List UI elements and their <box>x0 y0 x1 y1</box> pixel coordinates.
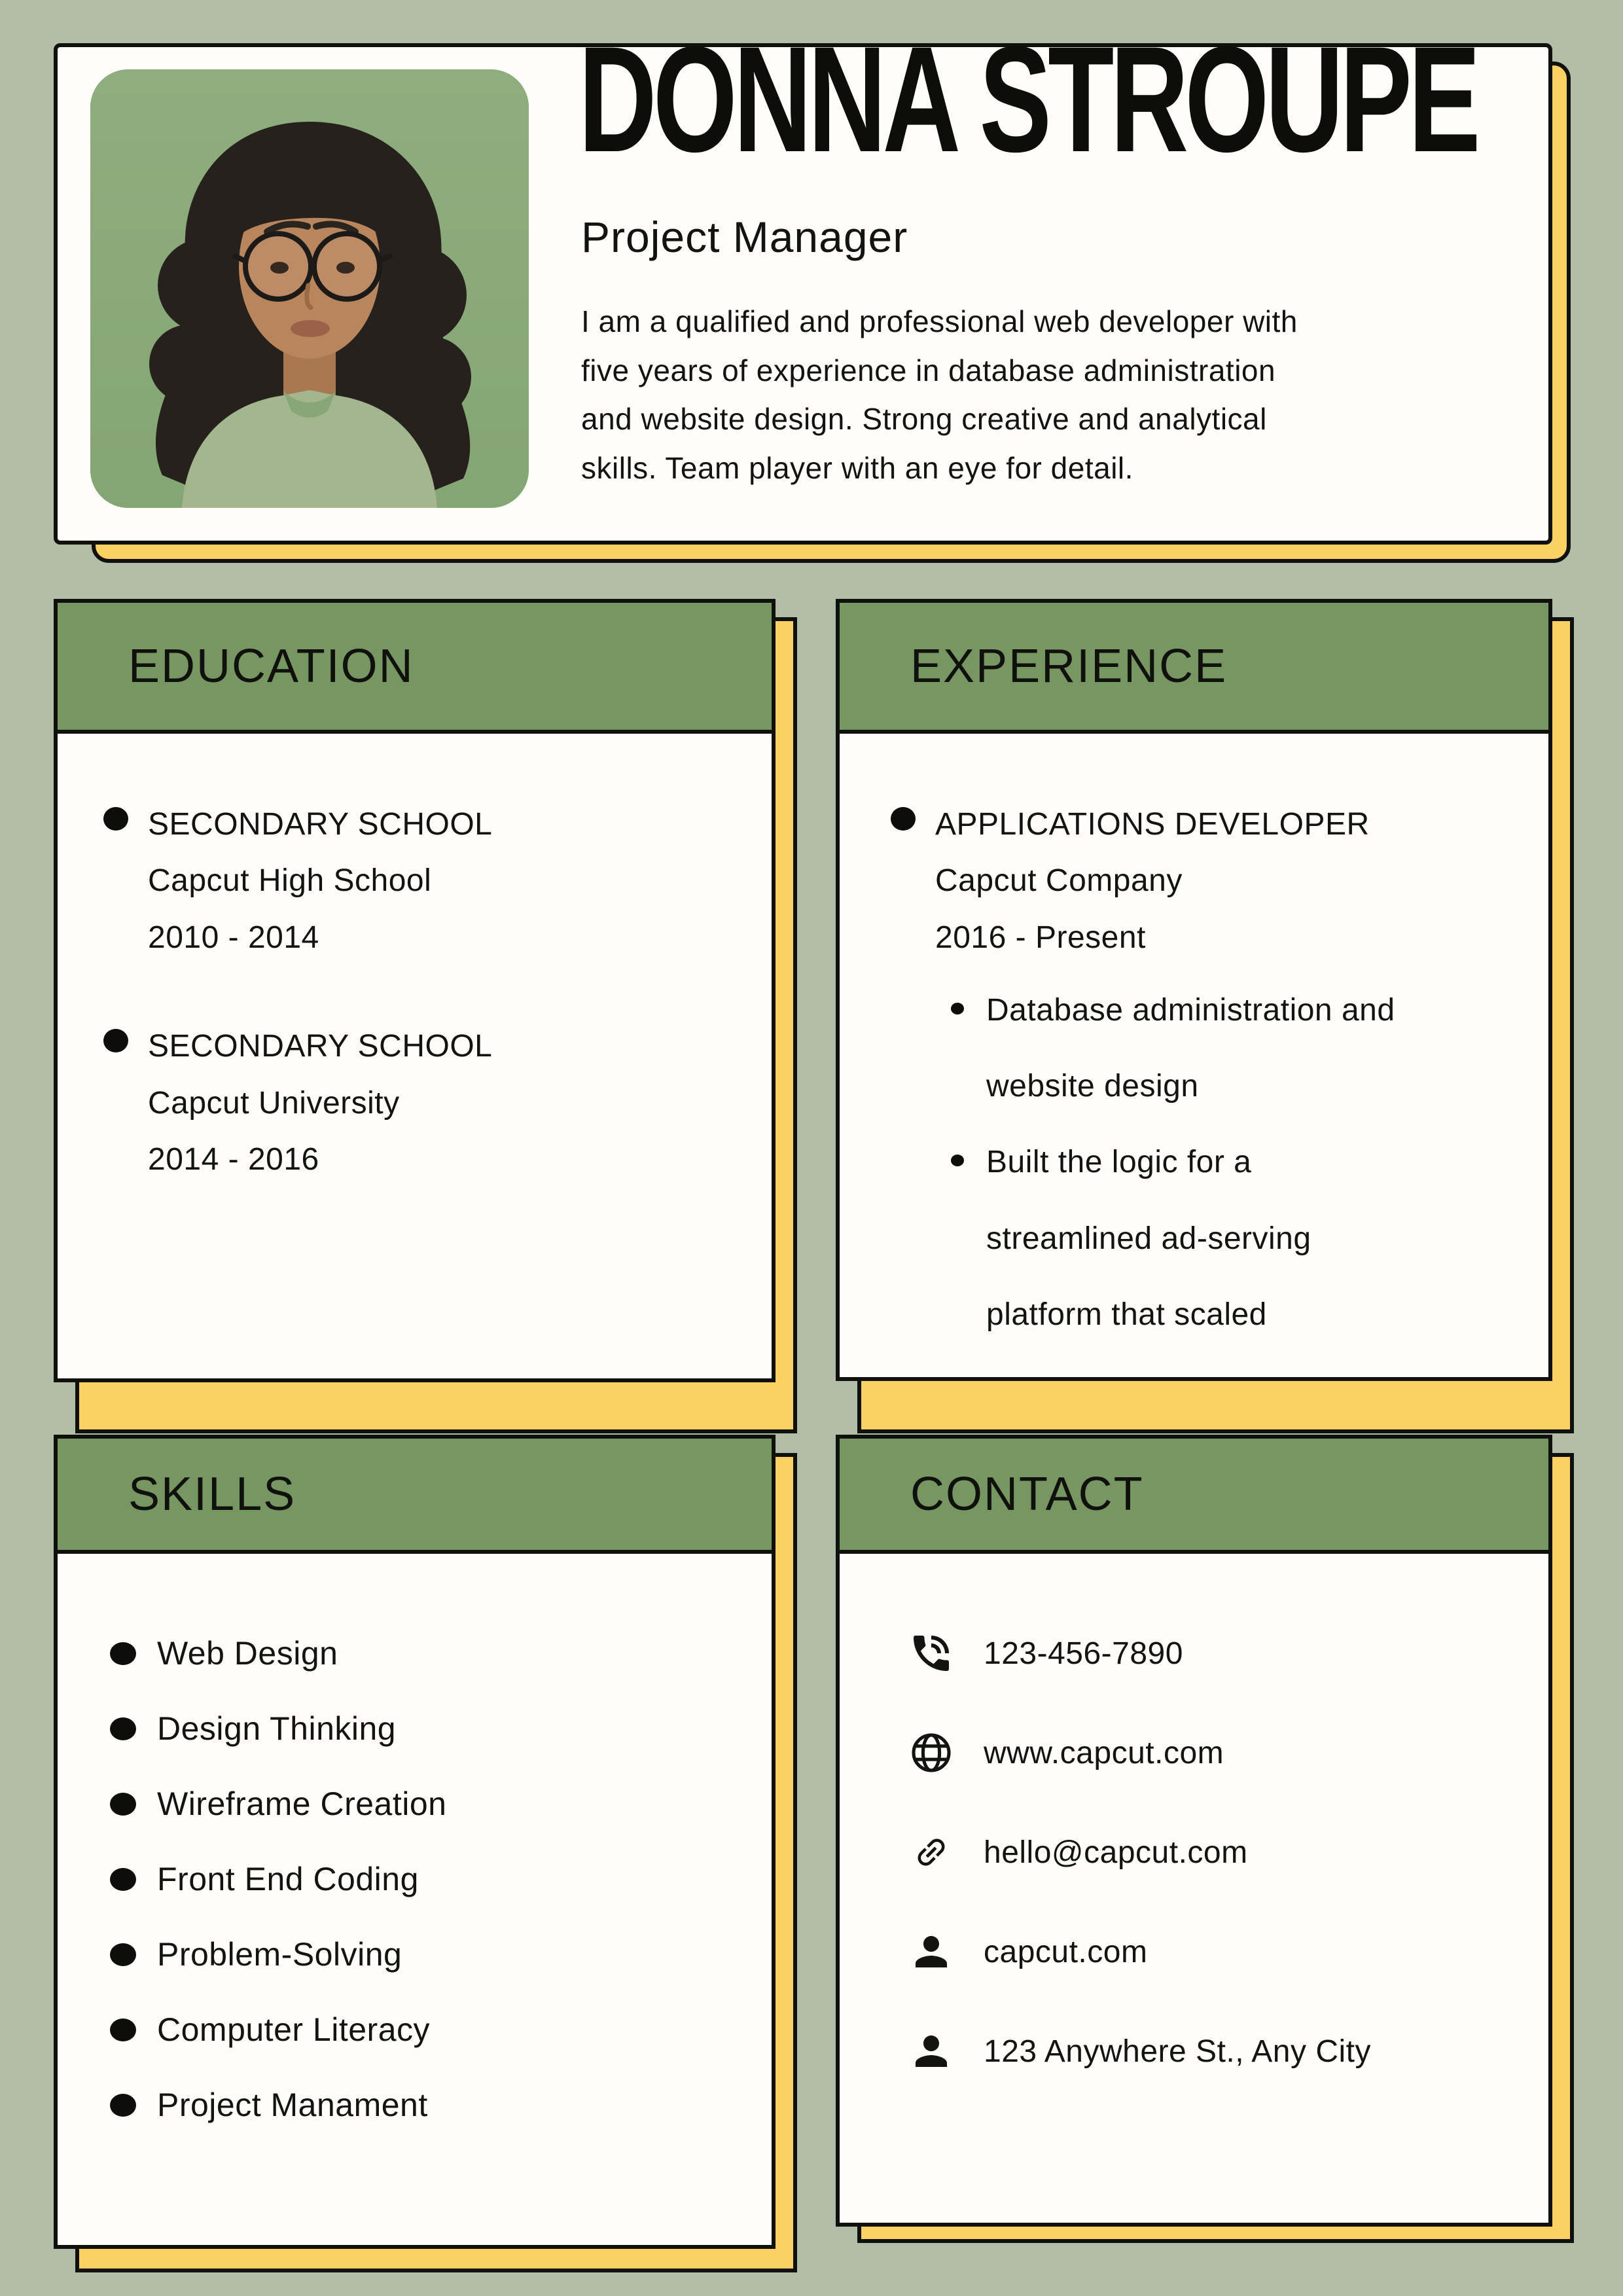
experience-entry-text <box>935 797 1370 966</box>
education-header <box>58 603 772 734</box>
contact-item-email <box>908 1829 1529 1876</box>
profile-summary <box>581 297 1543 492</box>
experience-title: EXPERIENCE <box>910 640 1228 692</box>
skills-section <box>54 1435 776 2249</box>
contact-title: CONTACT <box>910 1468 1144 1520</box>
skill-label: Computer Literacy <box>157 2011 430 2048</box>
experience-header <box>840 603 1548 734</box>
detail-line: platform that scaled <box>986 1297 1267 1332</box>
experience-detail-text <box>986 1124 1311 1352</box>
phone-value: 123-456-7890 <box>984 1636 1183 1671</box>
bullet-icon <box>110 1793 136 1816</box>
bullet-icon <box>103 1029 128 1052</box>
experience-details <box>891 973 1529 1353</box>
summary-line: five years of experience in database administration <box>581 353 1276 387</box>
skill-item <box>110 1933 752 1976</box>
education-entry <box>103 1018 745 1188</box>
person-name: DONNA STROUPE <box>579 15 1477 183</box>
header-section <box>54 15 1552 545</box>
detail-line: Built the logic for a <box>986 1145 1252 1180</box>
skill-item <box>110 2009 752 2051</box>
skill-label: Wireframe Creation <box>157 1785 447 1822</box>
contact-header <box>840 1439 1548 1554</box>
skill-label: Problem-Solving <box>157 1936 402 1973</box>
skill-label: Design Thinking <box>157 1710 397 1747</box>
address-value: 123 Anywhere St., Any City <box>984 2034 1371 2069</box>
skills-title: SKILLS <box>128 1468 296 1520</box>
experience-entry <box>891 797 1529 966</box>
skill-label: Project Manament <box>157 2087 428 2123</box>
bullet-icon <box>110 1717 136 1740</box>
detail-line: streamlined ad-serving <box>986 1221 1311 1256</box>
education-card <box>54 599 776 1382</box>
phone-icon <box>908 1630 955 1677</box>
experience-card <box>836 599 1552 1381</box>
sub-bullet-icon <box>951 1003 964 1014</box>
detail-line: Database administration and <box>986 993 1395 1028</box>
contact-section <box>836 1435 1552 2227</box>
person-icon <box>908 1928 955 1975</box>
detail-line: website design <box>986 1069 1199 1104</box>
summary-line: skills. Team player with an eye for detail. <box>581 450 1133 485</box>
company: Capcut Company <box>935 863 1183 899</box>
job-title: Project Manager <box>581 213 908 261</box>
skill-item <box>110 1708 752 1750</box>
contact-item-website <box>908 1729 1529 1776</box>
dates: 2010 - 2014 <box>148 920 319 955</box>
bullet-icon <box>110 2094 136 2117</box>
skill-item <box>110 2084 752 2126</box>
contact-item-address <box>908 2028 1529 2075</box>
skill-label: Front End Coding <box>157 1861 419 1897</box>
experience-detail <box>951 973 1529 1124</box>
experience-detail <box>951 1124 1529 1352</box>
experience-section <box>836 599 1552 1381</box>
contact-list <box>840 1554 1548 2075</box>
skill-item <box>110 1783 752 1825</box>
degree: SECONDARY SCHOOL <box>148 807 493 842</box>
position: APPLICATIONS DEVELOPER <box>935 807 1370 842</box>
contact-card <box>836 1435 1552 2227</box>
education-entry-text <box>148 1018 492 1188</box>
skills-list <box>58 1554 772 2126</box>
skill-item <box>110 1858 752 1901</box>
skills-card <box>54 1435 776 2249</box>
website-value: www.capcut.com <box>984 1735 1224 1770</box>
bullet-icon <box>891 807 916 831</box>
degree: SECONDARY SCHOOL <box>148 1029 493 1064</box>
bullet-icon <box>110 2018 136 2041</box>
summary-line: I am a qualified and professional web developer with <box>581 304 1298 338</box>
globe-icon <box>908 1729 955 1776</box>
experience-detail-text <box>986 973 1395 1124</box>
person-icon <box>908 2028 955 2075</box>
school: Capcut High School <box>148 863 432 899</box>
header-card <box>54 15 1552 545</box>
dates: 2014 - 2016 <box>148 1141 319 1177</box>
summary-line: and website design. Strong creative and analytical <box>581 402 1267 437</box>
education-section <box>54 599 776 1382</box>
sub-bullet-icon <box>951 1155 964 1166</box>
dates: 2016 - Present <box>935 920 1146 955</box>
bullet-icon <box>103 807 128 831</box>
contact-item-profile <box>908 1928 1529 1975</box>
skill-label: Web Design <box>157 1635 338 1672</box>
education-list <box>58 734 772 1188</box>
skills-header <box>58 1439 772 1554</box>
education-title: EDUCATION <box>128 640 414 692</box>
contact-item-phone <box>908 1630 1529 1677</box>
skill-item <box>110 1632 752 1675</box>
portrait-illustration <box>90 69 529 508</box>
experience-list <box>840 734 1548 1353</box>
email-value: hello@capcut.com <box>984 1835 1248 1870</box>
bullet-icon <box>110 1642 136 1665</box>
link-icon <box>908 1829 955 1876</box>
education-entry-text <box>148 797 492 966</box>
profile-photo <box>90 69 529 508</box>
profile-value: capcut.com <box>984 1934 1148 1969</box>
education-entry <box>103 797 745 966</box>
bullet-icon <box>110 1943 136 1966</box>
bullet-icon <box>110 1868 136 1891</box>
school: Capcut University <box>148 1085 400 1121</box>
